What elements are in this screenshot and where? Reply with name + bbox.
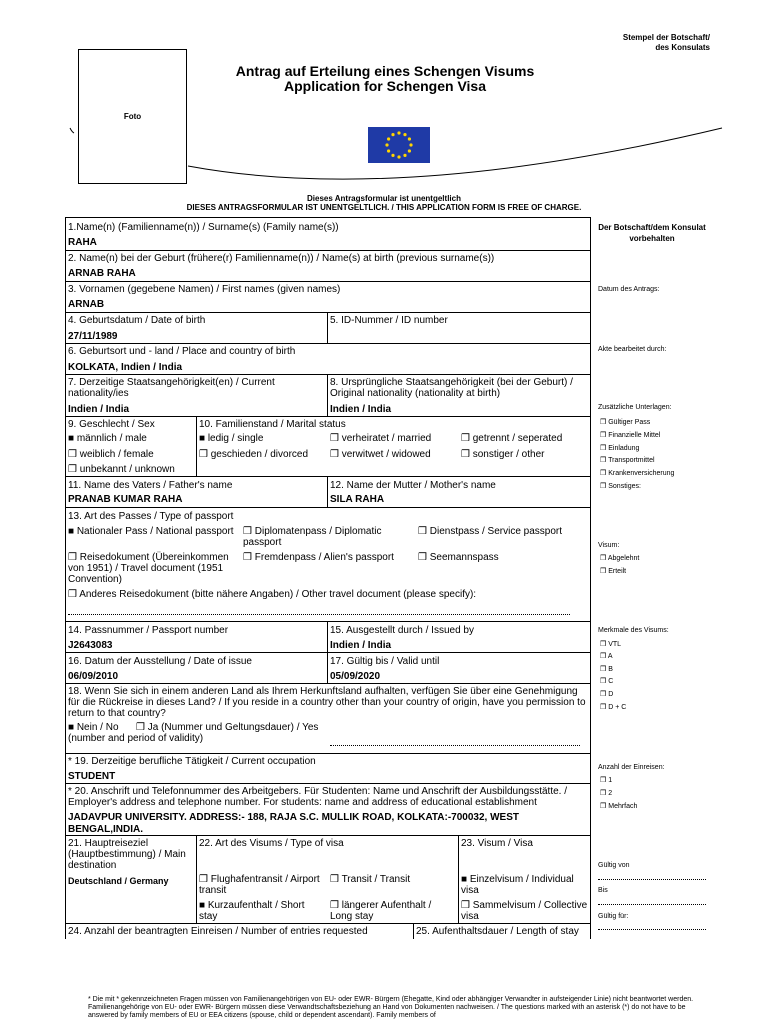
field-8-label: 8. Ursprüngliche Staatsangehörigkeit (bei der Geburt) / Original nationality (nationality at birth) <box>330 377 573 399</box>
sex-male-option[interactable]: ■ männlich / male <box>68 433 147 444</box>
checkbox-icon: ❒ <box>418 552 430 563</box>
checked-box-icon: ■ <box>199 433 208 444</box>
field-15-label: 15. Ausgestellt durch / Issued by <box>330 625 474 636</box>
field-14-label: 14. Passnummer / Passport number <box>68 625 229 636</box>
date-of-birth-value[interactable]: 27/11/1989 <box>68 331 118 342</box>
field-19-label: * 19. Derzeitige berufliche Tätigkeit / Current occupation <box>68 756 316 767</box>
father-name-value[interactable]: PRANAB KUMAR RAHA <box>68 494 183 505</box>
employer-address-value[interactable]: JADAVPUR UNIVERSITY. ADDRESS:- 188, RAJA S.C. MULLIK ROAD, KOLKATA:-700032, WEST BENGAL,INDIA. <box>68 812 519 835</box>
field-3-label: 3. Vornamen (gegebene Namen) / First names (given names) <box>68 284 341 295</box>
sidebar-feature-c[interactable]: ❒ C <box>600 678 614 685</box>
sidebar-entries-1[interactable]: ❒ 1 <box>600 777 613 784</box>
checkbox-icon: ❒ <box>418 526 430 537</box>
sidebar-documents-label: Zusätzliche Unterlagen: <box>598 404 672 411</box>
sidebar-until-label: Bis <box>598 887 608 894</box>
eu-flag-icon <box>368 127 430 163</box>
visa-individual-option[interactable]: ■ Einzelvisum / Individual visa <box>461 874 574 896</box>
passport-national-option[interactable]: ■ Nationaler Pass / National passport <box>68 526 234 537</box>
checkbox-icon: ❒ <box>330 449 342 460</box>
return-permit-yes-option[interactable]: ❒ Ja (Nummer und Geltungsdauer) / Yes (number and period of validity) <box>68 722 319 744</box>
checkbox-icon: ❒ <box>461 900 473 911</box>
sidebar-valid-for-label: Gültig für: <box>598 913 629 920</box>
passport-travel-document-option[interactable]: ❒ Reisedokument (Übereinkommen von 1951) / Travel document (1951 Convention) <box>68 552 229 585</box>
field-23-label: 23. Visum / Visa <box>461 838 533 849</box>
checkbox-icon: ❒ <box>243 526 255 537</box>
visa-airport-transit-option[interactable]: ❒ Flughafentransit / Airport transit <box>199 874 320 896</box>
visa-transit-option[interactable]: ❒ Transit / Transit <box>330 874 411 885</box>
field-7-label: 7. Derzeitige Staatsangehörigkeit(en) / Current nationality/ies <box>68 377 275 399</box>
stamp-label <box>570 33 710 53</box>
field-22-label: 22. Art des Visums / Type of visa <box>199 838 344 849</box>
marital-single-option[interactable]: ■ ledig / single <box>199 433 264 444</box>
occupation-value[interactable]: STUDENT <box>68 771 116 782</box>
surname-value[interactable]: RAHA <box>68 237 97 248</box>
sidebar-feature-vtl[interactable]: ❒ VTL <box>600 641 622 648</box>
passport-seaman-option[interactable]: ❒ Seemannspass <box>418 552 499 563</box>
field-18-label: 18. Wenn Sie sich in einem anderen Land als Ihrem Herkunftsland aufhalten, verfügen Sie über eine Genehmigung für die Rückreise in dieses Land? / If you reside in a country other than your country of origin, have you permission to return to that country? <box>68 686 586 719</box>
field-2-label: 2. Name(n) bei der Geburt (frühere(r) Familienname(n)) / Name(s) at birth (previous surname(s)) <box>68 253 495 264</box>
sidebar-doc-other[interactable]: ❒ Sonstiges: <box>600 483 641 490</box>
checked-box-icon: ■ <box>68 722 77 733</box>
sidebar-feature-d[interactable]: ❒ D <box>600 691 614 698</box>
checkbox-icon: ❒ <box>330 900 342 911</box>
stamp-line1: Stempel der Botschaft/ <box>622 33 710 42</box>
sidebar-visa-label: Visum: <box>598 542 620 549</box>
sidebar-entries-label: Anzahl der Einreisen: <box>598 764 665 771</box>
checkbox-icon: ❒ <box>136 722 148 733</box>
sidebar-doc-invitation[interactable]: ❒ Einladung <box>600 445 640 452</box>
checkbox-icon: ❒ <box>461 449 473 460</box>
birth-name-value[interactable]: ARNAB RAHA <box>68 268 136 279</box>
passport-other-input[interactable] <box>68 614 570 615</box>
passport-other-option[interactable]: ❒ Anderes Reisedokument (bitte nähere Angaben) / Other travel document (please specify): <box>68 589 477 600</box>
field-6-label: 6. Geburtsort und - land / Place and country of birth <box>68 346 296 357</box>
sidebar-valid-from-label: Gültig von <box>598 862 630 869</box>
checkbox-icon: ❒ <box>199 449 211 460</box>
official-use-heading: Der Botschaft/dem Konsulat vorbehalten <box>598 223 706 243</box>
checkbox-icon: ❒ <box>68 464 80 475</box>
checked-box-icon: ■ <box>461 874 470 885</box>
checkbox-icon: ❒ <box>199 874 211 885</box>
sidebar-doc-transport[interactable]: ❒ Transportmittel <box>600 457 655 464</box>
date-of-issue-value[interactable]: 06/09/2010 <box>68 671 119 682</box>
field-20-label: * 20. Anschrift und Telefonnummer des Arbeitgebers. Für Studenten: Name und Anschrift der Ausbildungsstätte. / Employer's address and telephone number. For students: name and address of educational establishment <box>68 786 567 808</box>
sex-unknown-option[interactable]: ❒ unbekannt / unknown <box>68 464 175 475</box>
passport-alien-option[interactable]: ❒ Fremdenpass / Alien's passport <box>243 552 394 563</box>
photo-label: Foto <box>123 112 142 121</box>
sidebar-visa-features-label: Merkmale des Visums: <box>598 627 669 634</box>
checkbox-icon: ❒ <box>68 589 80 600</box>
field-4-label: 4. Geburtsdatum / Date of birth <box>68 315 206 326</box>
mother-name-value[interactable]: SILA RAHA <box>330 494 385 505</box>
valid-until-value[interactable]: 05/09/2020 <box>330 671 381 682</box>
return-permit-input[interactable] <box>330 745 580 746</box>
first-names-value[interactable]: ARNAB <box>68 299 105 310</box>
sidebar-until-input[interactable] <box>598 904 706 905</box>
field-9-label: 9. Geschlecht / Sex <box>68 419 155 430</box>
marital-widowed-option[interactable]: ❒ verwitwet / widowed <box>330 449 431 460</box>
checked-box-icon: ■ <box>68 433 77 444</box>
field-24-label: 24. Anzahl der beantragten Einreisen / Number of entries requested <box>68 926 368 937</box>
visa-collective-option[interactable]: ❒ Sammelvisum / Collective visa <box>461 900 588 922</box>
sidebar-doc-valid-passport[interactable]: ❒ Gültiger Pass <box>600 419 651 426</box>
checked-box-icon: ■ <box>199 900 208 911</box>
title-english: Application for Schengen Visa <box>283 78 486 94</box>
issued-by-value[interactable]: Indien / India <box>330 640 392 651</box>
sidebar-entries-2[interactable]: ❒ 2 <box>600 790 613 797</box>
field-1-label: 1.Name(n) (Familienname(n)) / Surname(s) (Family name(s)) <box>68 222 339 233</box>
title-german: Antrag auf Erteilung eines Schengen Visums <box>235 63 535 79</box>
field-5-label: 5. ID-Nummer / ID number <box>330 315 448 326</box>
original-nationality-value[interactable]: Indien / India <box>330 404 392 415</box>
field-21-label: 21. Hauptreiseziel (Hauptbestimmung) / Main destination <box>68 838 186 871</box>
field-10-label: 10. Familienstand / Marital status <box>199 419 346 430</box>
field-17-label: 17. Gültig bis / Valid until <box>330 656 440 667</box>
stamp-line2: des Konsulats <box>655 43 710 52</box>
field-13-label: 13. Art des Passes / Type of passport <box>68 511 234 522</box>
marital-separated-option[interactable]: ❒ getrennt / seperated <box>461 433 563 444</box>
sidebar-feature-a[interactable]: ❒ A <box>600 653 613 660</box>
marital-married-option[interactable]: ❒ verheiratet / married <box>330 433 432 444</box>
return-permit-no-option[interactable]: ■ Nein / No <box>68 722 119 733</box>
sidebar-doc-insurance[interactable]: ❒ Krankenversicherung <box>600 470 675 477</box>
sidebar-valid-for-input[interactable] <box>598 929 706 930</box>
checkbox-icon: ❒ <box>243 552 255 563</box>
footnote: * Die mit * gekennzeichneten Fragen müssen von Familienangehörigen von EU- oder EWR- Bürgern (Ehegatte, Kind oder abhängiger Verwandter in aufsteigender Linie) nicht beantwortet werden. Familienangehörige von EU- oder EWR- Bürgern müssen diese Verwandtschaftsbeziehung an Hand von Dokumenten nachweisen. / The questions marked with an asterisk (*) do not have to be answered by family members of EU or EEA citizens (spouse, child or dependent ascendant). Family members of <box>88 996 694 1019</box>
field-25-label: 25. Aufenthaltsdauer / Length of stay <box>416 926 579 937</box>
sidebar-processed-label: Akte bearbeitet durch: <box>598 346 667 353</box>
checkbox-icon: ❒ <box>461 433 473 444</box>
free-notice-english: DIESES ANTRAGSFORMULAR IST UNENTGELTLICH. / THIS APPLICATION FORM IS FREE OF CHARGE. <box>186 203 582 212</box>
sidebar-date-label: Datum des Antrags: <box>598 286 660 293</box>
marital-other-option[interactable]: ❒ sonstiger / other <box>461 449 545 460</box>
field-11-label: 11. Name des Vaters / Father's name <box>68 480 233 491</box>
sidebar-entries-multiple[interactable]: ❒ Mehrfach <box>600 803 638 810</box>
passport-service-option[interactable]: ❒ Dienstpass / Service passport <box>418 526 563 537</box>
sex-female-option[interactable]: ❒ weiblich / female <box>68 449 154 460</box>
sidebar-visa-granted[interactable]: ❒ Erteilt <box>600 568 627 575</box>
free-notice-german: Dieses Antragsformular ist unentgeltlich <box>307 194 461 203</box>
current-nationality-value[interactable]: Indien / India <box>68 404 130 415</box>
main-destination-value[interactable]: Deutschland / Germany <box>68 876 169 886</box>
checkbox-icon: ❒ <box>330 433 342 444</box>
sidebar-valid-from-input[interactable] <box>598 879 706 880</box>
checked-box-icon: ■ <box>68 526 77 537</box>
field-12-label: 12. Name der Mutter / Mother's name <box>330 480 496 491</box>
checkbox-icon: ❒ <box>68 552 80 563</box>
sidebar-doc-financial[interactable]: ❒ Finanzielle Mittel <box>600 432 661 439</box>
field-16-label: 16. Datum der Ausstellung / Date of issue <box>68 656 252 667</box>
sidebar-visa-rejected[interactable]: ❒ Abgelehnt <box>600 555 640 562</box>
visa-short-stay-option[interactable]: ■ Kurzaufenthalt / Short stay <box>199 900 305 922</box>
marital-divorced-option[interactable]: ❒ geschieden / divorced <box>199 449 309 460</box>
checkbox-icon: ❒ <box>68 449 80 460</box>
sidebar-feature-b[interactable]: ❒ B <box>600 666 613 673</box>
passport-number-value[interactable]: J2643083 <box>68 640 113 651</box>
visa-long-stay-option[interactable]: ❒ längerer Aufenthalt / Long stay <box>330 900 432 922</box>
checkbox-icon: ❒ <box>330 874 342 885</box>
place-of-birth-value[interactable]: KOLKATA, Indien / India <box>68 362 183 373</box>
passport-diplomatic-option[interactable]: ❒ Diplomatenpass / Diplomatic passport <box>243 526 382 548</box>
sidebar-feature-dc[interactable]: ❒ D + C <box>600 704 627 711</box>
